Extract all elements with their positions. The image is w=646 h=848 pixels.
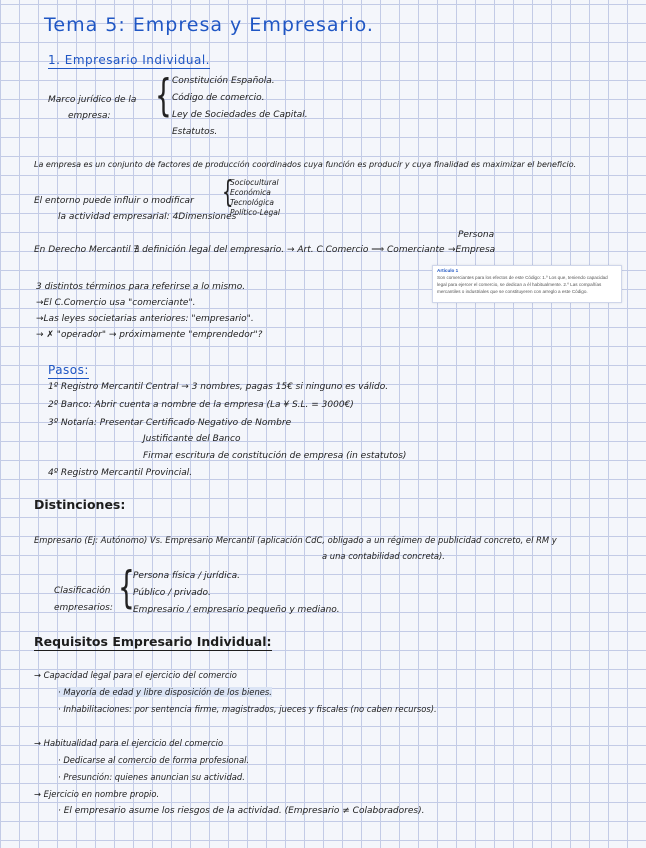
requisito-subitem: · Presunción: quienes anuncian su actividad. xyxy=(58,772,245,782)
requisito-item: → Habitualidad para el ejercicio del comercio xyxy=(34,738,224,748)
terminos-intro: 3 distintos términos para referirse a lo mismo. xyxy=(36,282,246,292)
clasificacion-label-line2: empresarios: xyxy=(54,603,113,613)
empresa-definition: La empresa es un conjunto de factores de producción coordinados cuya función es producir y cuya finalidad es maximizar el beneficio. xyxy=(34,160,577,169)
branch-empresa: →Empresa xyxy=(448,245,496,255)
entorno-line1: El entorno puede influir o modificar xyxy=(34,196,194,206)
paso-item: 1º Registro Mercantil Central → 3 nombres, pagas 15€ si ninguno es válido. xyxy=(48,382,389,392)
derecho-mercantil-line: En Derecho Mercantil ∄ definición legal del empresario. → Art. C.Comercio ⟹ Comerciante xyxy=(34,245,445,255)
marco-label-line2: empresa: xyxy=(68,111,111,121)
distinciones-line1: Empresario (Ej: Autónomo) Vs. Empresario Mercantil (aplicación CdC, obligado a un régimen de publicidad concreto, el RM y xyxy=(34,535,557,545)
requisito-item: → Capacidad legal para el ejercicio del comercio xyxy=(34,670,237,680)
requisito-subitem: · El empresario asume los riesgos de la actividad. (Empresario ≠ Colaboradores). xyxy=(58,806,425,816)
paso-subitem: Firmar escritura de constitución de empresa (in estatutos) xyxy=(143,451,407,461)
page-title: Tema 5: Empresa y Empresario. xyxy=(44,14,374,36)
marco-item: Constitución Española. xyxy=(172,76,275,86)
comment-body: Son comerciantes para los efectos de este Código: 1.º Los que, teniendo capacidad legal para ejercer el comercio, se dedican a él habitualmente. 2.º Las compañías mercantiles o industriales que se constituyeren con arreglo a este Código. xyxy=(437,274,608,294)
brace-icon: { xyxy=(155,70,172,121)
clasificacion-item: Persona física / jurídica. xyxy=(133,571,240,581)
paso-item: 4º Registro Mercantil Provincial. xyxy=(48,468,193,478)
requisito-subitem: · Inhabilitaciones: por sentencia firme, magistrados, jueces y fiscales (no caben recursos). xyxy=(58,704,437,714)
marco-item: Código de comercio. xyxy=(172,93,265,103)
requisito-subitem: · Mayoría de edad y libre disposición de los bienes. xyxy=(58,687,272,697)
paso-subitem: Justificante del Banco xyxy=(143,434,241,444)
entorno-line2: la actividad empresarial: 4Dimensiones xyxy=(58,212,237,222)
pasos-heading: Pasos: xyxy=(48,363,89,377)
marco-item: Estatutos. xyxy=(172,127,218,137)
requisito-subitem: · Dedicarse al comercio de forma profesional. xyxy=(58,755,250,765)
paso-item: 3º Notaría: Presentar Certificado Negativo de Nombre xyxy=(48,418,292,428)
branch-persona: Persona xyxy=(458,230,495,240)
clasificacion-item: Público / privado. xyxy=(133,588,211,598)
section-heading-empresario-individual: 1. Empresario Individual. xyxy=(48,53,210,67)
clasificacion-label-line1: Clasificación xyxy=(54,586,111,596)
distinciones-heading: Distinciones: xyxy=(34,497,126,512)
entorno-item: Tecnológica xyxy=(230,198,274,207)
distinciones-line2: a una contabilidad concreta). xyxy=(322,551,445,561)
paso-item: 2º Banco: Abrir cuenta a nombre de la empresa (La ¥ S.L. = 3000€) xyxy=(48,400,354,410)
brace-icon: { xyxy=(118,562,135,613)
entorno-item: Político-Legal xyxy=(230,208,280,217)
terminos-item: →Las leyes societarias anteriores: "empresario". xyxy=(36,314,254,324)
article-comment-box xyxy=(432,265,622,303)
requisitos-heading: Requisitos Empresario Individual: xyxy=(34,634,272,649)
comment-title: Artículo 1 xyxy=(437,268,459,273)
terminos-item: →El C.Comercio usa "comerciante". xyxy=(36,298,196,308)
brace-icon: { xyxy=(222,175,234,210)
terminos-item: → ✗ "operador" → próximamente "emprendedor"? xyxy=(36,330,263,340)
entorno-item: Sociocultural xyxy=(230,178,279,187)
marco-item: Ley de Sociedades de Capital. xyxy=(172,110,308,120)
requisito-item: → Ejercicio en nombre propio. xyxy=(34,789,160,799)
marco-label-line1: Marco jurídico de la xyxy=(48,95,137,105)
clasificacion-item: Empresario / empresario pequeño y mediano. xyxy=(133,605,340,615)
entorno-item: Económica xyxy=(230,188,271,197)
